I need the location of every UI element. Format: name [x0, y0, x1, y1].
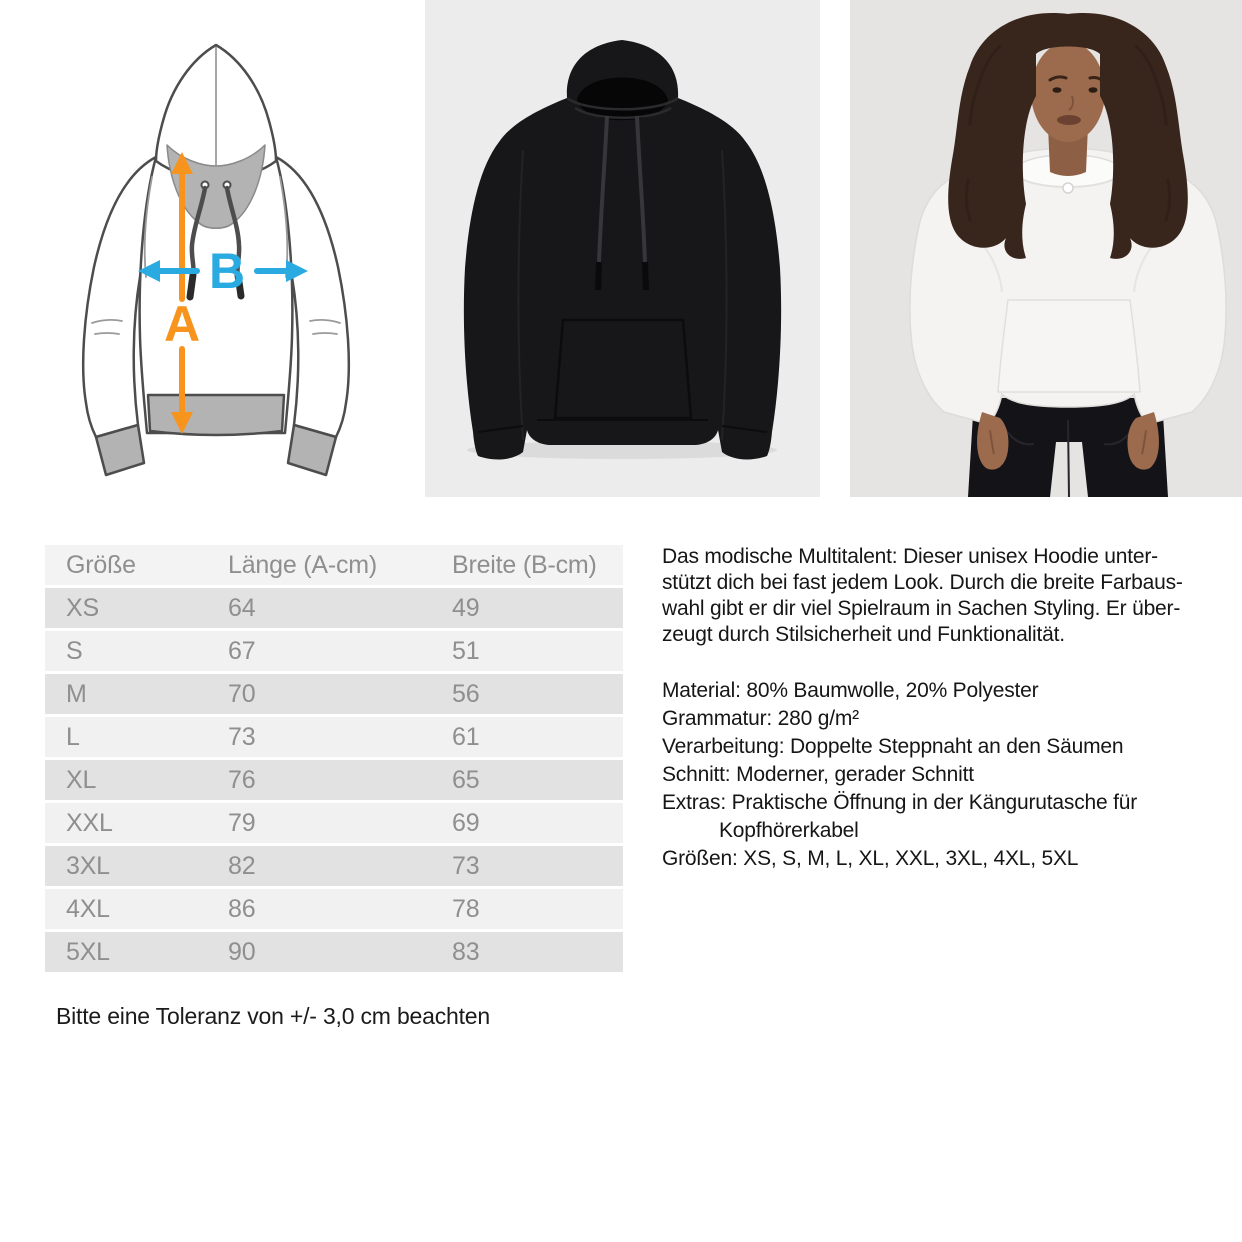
- size-cell-laenge: 76: [228, 766, 256, 794]
- description-intro-line: wahl gibt er dir viel Spielraum in Sachen Styling. Er über-: [662, 597, 1181, 620]
- size-cell-breite: 65: [452, 766, 480, 794]
- size-table-row: [45, 674, 623, 714]
- size-table-row: [45, 889, 623, 929]
- size-cell-breite: 51: [452, 637, 480, 665]
- size-table-header-breite: Breite (B-cm): [452, 551, 597, 579]
- size-cell-breite: 56: [452, 680, 480, 708]
- product-photo-black-hoodie: [425, 0, 820, 497]
- size-cell-laenge: 79: [228, 809, 256, 837]
- size-cell-breite: 83: [452, 938, 480, 966]
- size-table: [45, 545, 623, 975]
- size-cell-groesse: L: [66, 723, 80, 751]
- width-label-b: B: [208, 243, 246, 299]
- size-cell-breite: 61: [452, 723, 480, 751]
- tolerance-note: Bitte eine Toleranz von +/- 3,0 cm beachten: [56, 1003, 490, 1029]
- description-spec-line: Material: 80% Baumwolle, 20% Polyester: [662, 679, 1039, 702]
- size-table-row: [45, 760, 623, 800]
- size-diagram-image: [55, 25, 385, 490]
- size-cell-laenge: 90: [228, 938, 256, 966]
- description-spec-line: Grammatur: 280 g/m²: [662, 707, 859, 730]
- size-cell-groesse: 5XL: [66, 938, 110, 966]
- description-spec-line: Verarbeitung: Doppelte Steppnaht an den Säumen: [662, 735, 1124, 758]
- hoodie-measurement-drawing: [55, 25, 385, 490]
- description-intro-line: Das modische Multitalent: Dieser unisex Hoodie unter-: [662, 545, 1158, 568]
- size-cell-laenge: 86: [228, 895, 256, 923]
- size-table-row: [45, 588, 623, 628]
- size-cell-laenge: 82: [228, 852, 256, 880]
- size-cell-breite: 78: [452, 895, 480, 923]
- description-intro: [662, 544, 1218, 648]
- size-cell-laenge: 64: [228, 594, 256, 622]
- description-specs: [662, 677, 1218, 873]
- size-cell-groesse: XL: [66, 766, 97, 794]
- size-table-header-laenge: Länge (A-cm): [228, 551, 378, 579]
- black-hoodie-illustration: [425, 0, 820, 497]
- size-cell-breite: 69: [452, 809, 480, 837]
- model-hoodie-pocket: [998, 300, 1140, 392]
- description-spec-line: Schnitt: Moderner, gerader Schnitt: [662, 763, 974, 786]
- size-cell-groesse: XXL: [66, 809, 113, 837]
- size-cell-laenge: 73: [228, 723, 256, 751]
- size-cell-groesse: S: [66, 637, 83, 665]
- size-table-header-groesse: Größe: [66, 551, 136, 579]
- size-table-row: [45, 717, 623, 757]
- size-cell-breite: 49: [452, 594, 480, 622]
- size-cell-groesse: 3XL: [66, 852, 110, 880]
- description-spec-line: Extras: Praktische Öffnung in der Kängurutasche für: [662, 791, 1138, 814]
- size-cell-groesse: M: [66, 680, 87, 708]
- product-description: [662, 544, 1218, 873]
- diagram-waistband: [148, 395, 284, 435]
- size-cell-groesse: XS: [66, 594, 99, 622]
- size-cell-laenge: 70: [228, 680, 256, 708]
- product-photo-model: [850, 0, 1242, 497]
- size-table-row: [45, 631, 623, 671]
- size-cell-breite: 73: [452, 852, 480, 880]
- description-intro-line: stützt dich bei fast jedem Look. Durch die breite Farbaus-: [662, 571, 1183, 594]
- size-cell-groesse: 4XL: [66, 895, 110, 923]
- size-table-row: [45, 846, 623, 886]
- size-table-row: [45, 932, 623, 972]
- size-cell-laenge: 67: [228, 637, 256, 665]
- size-table-row: [45, 803, 623, 843]
- model-white-hoodie-illustration: [850, 0, 1242, 497]
- size-table-header: [45, 545, 623, 585]
- length-label-a: A: [163, 296, 201, 352]
- description-spec-line: Kopfhörerkabel: [719, 819, 859, 842]
- description-spec-line: Größen: XS, S, M, L, XL, XXL, 3XL, 4XL, 5XL: [662, 847, 1079, 870]
- size-table-body: [45, 588, 623, 972]
- description-intro-line: zeugt durch Stilsicherheit und Funktionalität.: [662, 623, 1065, 646]
